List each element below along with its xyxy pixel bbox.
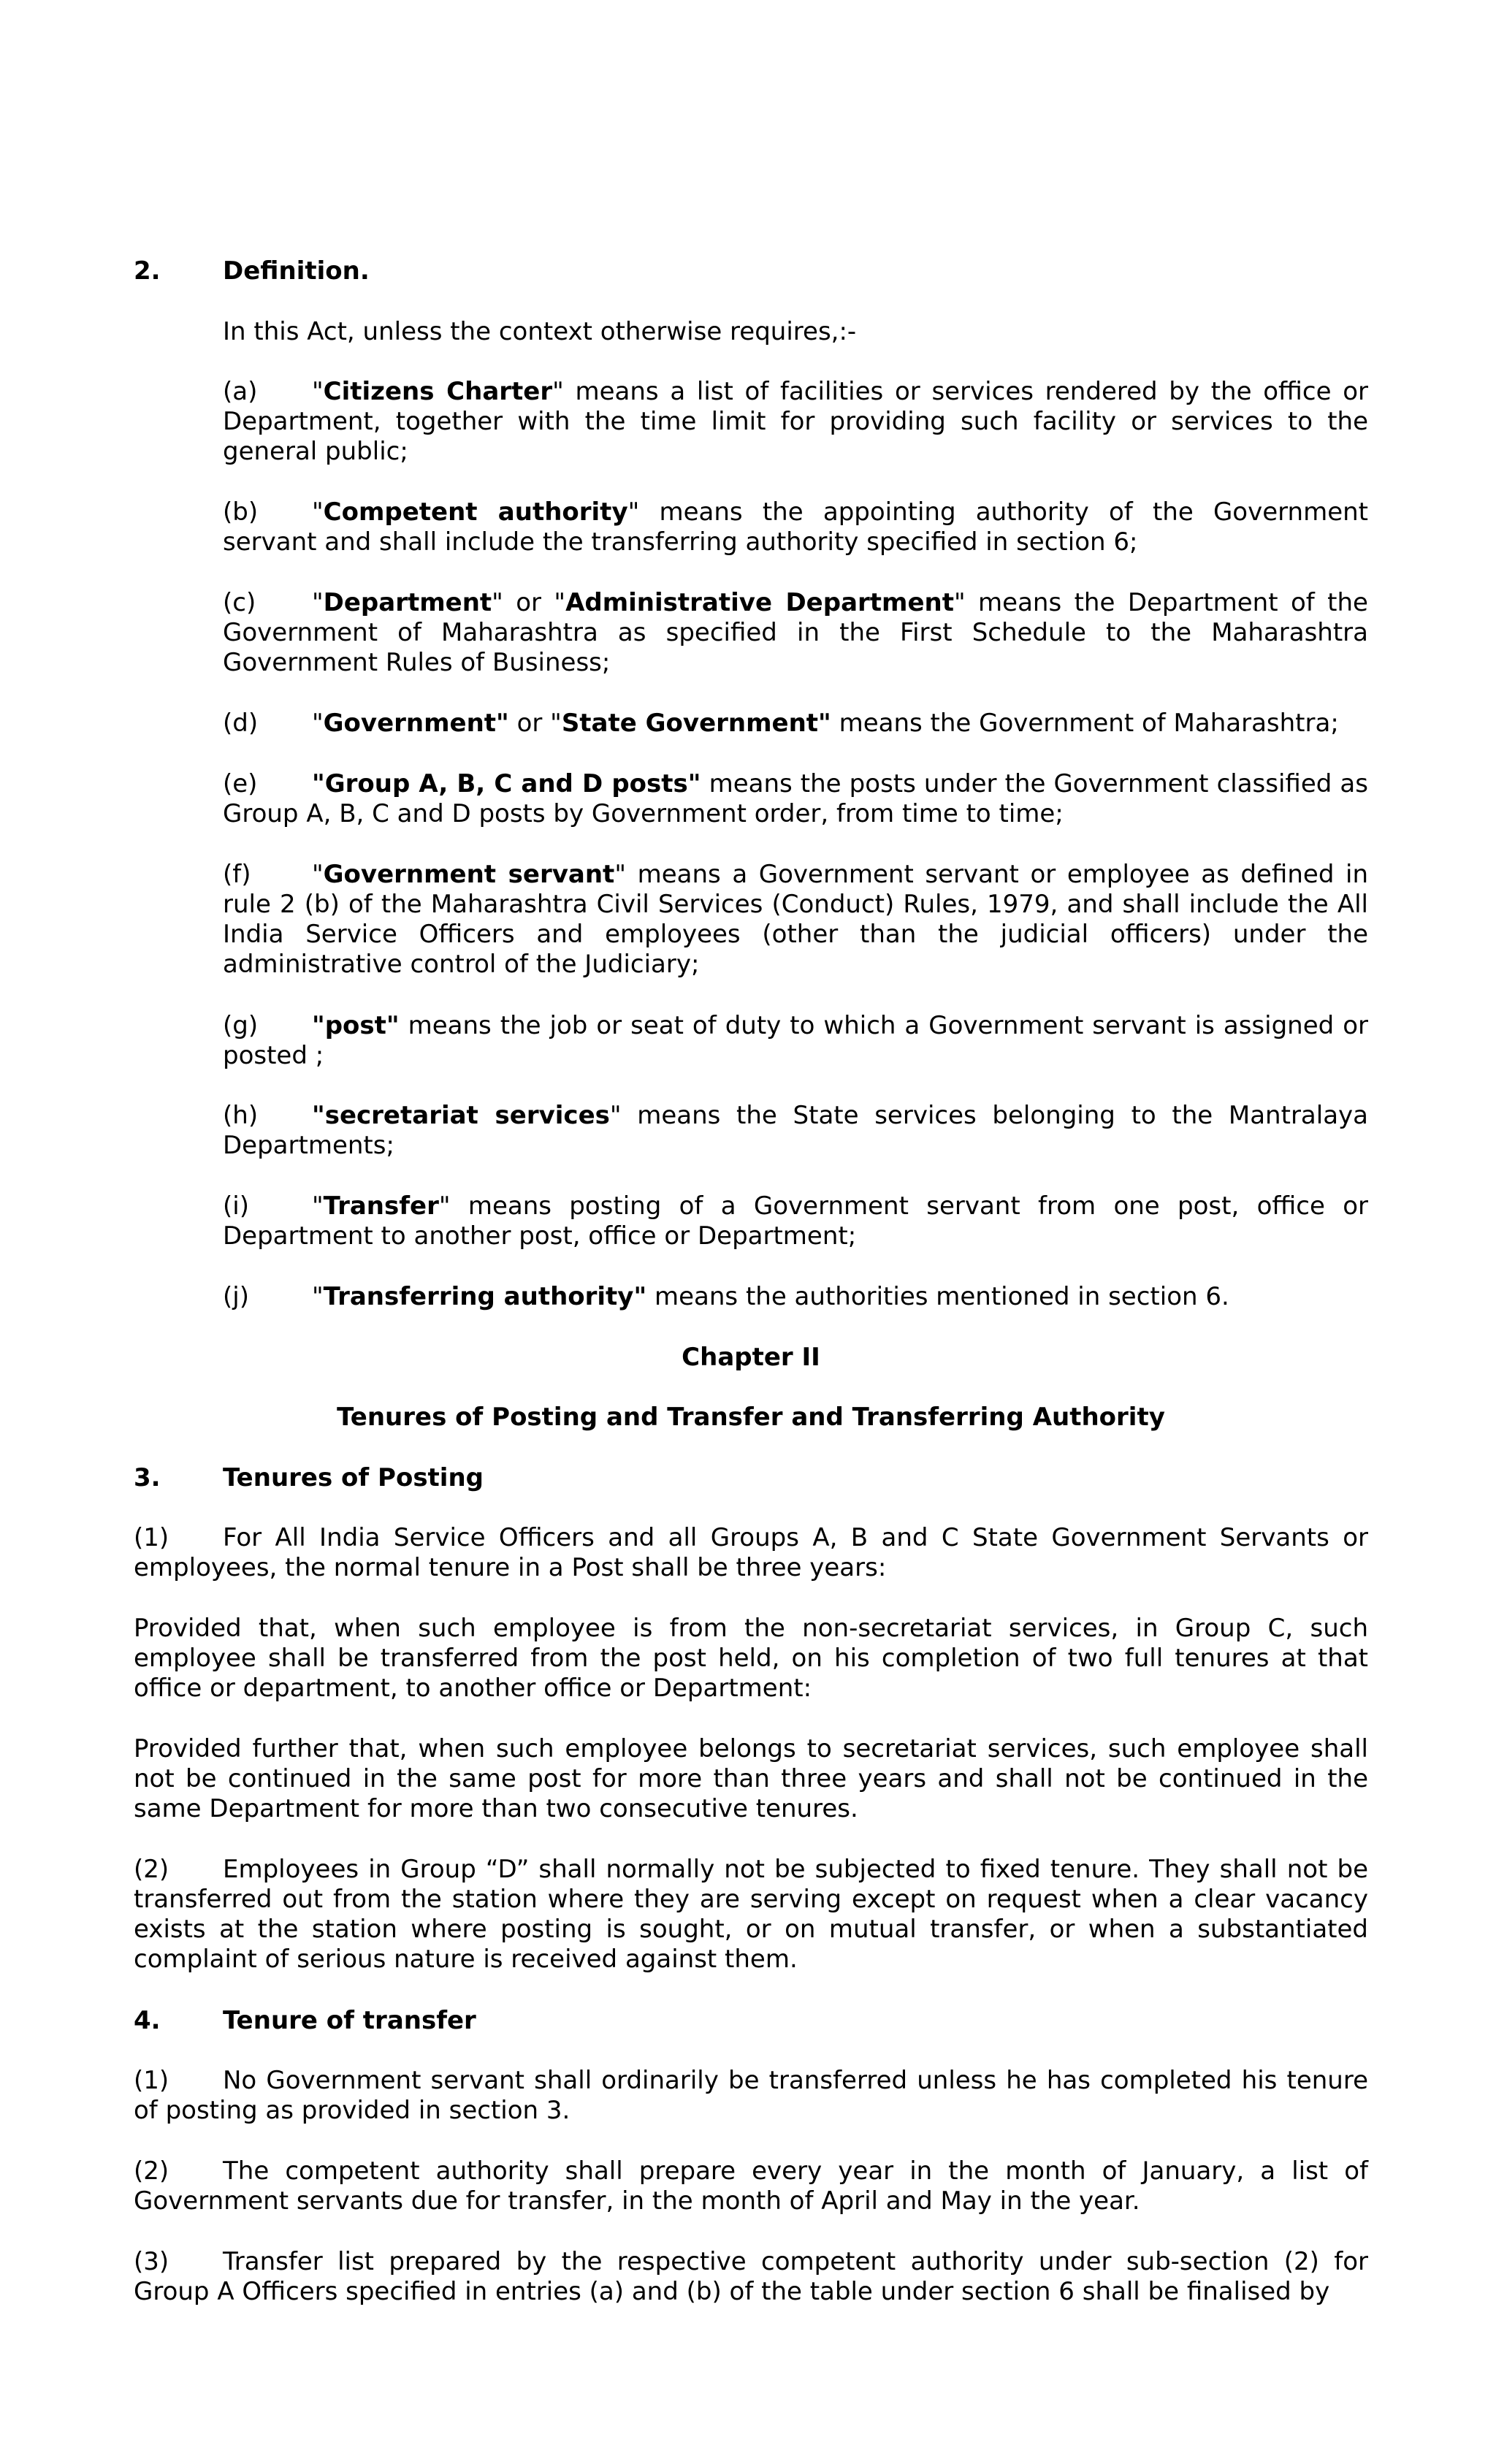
section-title: Tenure of transfer xyxy=(223,2006,476,2035)
section-3-para-2: (2) Employees in Group “D” shall normally not be subjected to fixed tenure. They shall not be transferred out from the station where they are serving except on request when a clear vacancy exists at the station where posting is sought, or on mutual transfer, or when a substantiated complaint of serious nature is received against them. xyxy=(134,1855,1368,1974)
defined-term: Citizens Charter xyxy=(323,377,553,406)
section-2-heading xyxy=(134,256,1368,286)
chapter-heading: Chapter II xyxy=(682,1343,820,1372)
section-3-para-1: (1) For All India Service Officers and all Groups A, B and C State Government Servants or employees, the normal tenure in a Post shall be three years: xyxy=(134,1523,1368,1582)
definition-c: (c) "Department" or "Administrative Department" means the Department of the Government of Maharashtra as specified in the First Schedule to the Maharashtra Government Rules of Business; xyxy=(223,588,1368,677)
defined-term: Department xyxy=(323,588,492,617)
defined-term: State Government" xyxy=(561,709,831,738)
chapter-subheading: Tenures of Posting and Transfer and Transferring Authority xyxy=(337,1403,1165,1432)
section-title: Tenures of Posting xyxy=(223,1463,484,1492)
section-3-heading xyxy=(134,1463,1368,1493)
definition-d: (d) "Government" or "State Government" means the Government of Maharashtra; xyxy=(223,709,1339,738)
defined-term: Transferring authority" xyxy=(323,1282,647,1311)
definition-i: (i) "Transfer" means posting of a Government servant from one post, office or Department to another post, office or Department; xyxy=(223,1191,1368,1251)
defined-term: Administrative Department xyxy=(565,588,954,617)
section-4-para-1: (1) No Government servant shall ordinarily be transferred unless he has completed his tenure of posting as provided in section 3. xyxy=(134,2066,1368,2125)
section-4-para-2: (2) The competent authority shall prepare every year in the month of January, a list of Government servants due for transfer, in the month of April and May in the year. xyxy=(134,2156,1368,2216)
defined-term: "secretariat services xyxy=(312,1101,610,1130)
section-4-para-3: (3) Transfer list prepared by the respective competent authority under sub-section (2) for Group A Officers specified in entries (a) and (b) of the table under section 6 shall be finalised by xyxy=(134,2247,1368,2306)
definition-e: (e) "Group A, B, C and D posts" means the posts under the Government classified as Group A, B, C and D posts by Government order, from time to time; xyxy=(223,769,1368,828)
section-number: 3. xyxy=(134,1463,161,1492)
definition-j: (j) "Transferring authority" means the authorities mentioned in section 6. xyxy=(223,1282,1229,1311)
definition-a: (a) "Citizens Charter" means a list of facilities or services rendered by the office or Department, together with the time limit for providing such facility or services to the general public; xyxy=(223,377,1368,466)
section-number: 2. xyxy=(134,256,161,286)
section-2-intro: In this Act, unless the context otherwise requires,:- xyxy=(223,317,857,346)
defined-term: Government servant xyxy=(323,860,615,889)
section-title: Definition. xyxy=(223,256,370,286)
defined-term: "post" xyxy=(312,1011,400,1040)
definition-f: (f) "Government servant" means a Government servant or employee as defined in rule 2 (b) of the Maharashtra Civil Services (Conduct) Rules, 1979, and shall include the All India Service Officers and employees (other than the judicial officers) under the administrative control of the Judiciary; xyxy=(223,860,1369,979)
defined-term: "Group A, B, C and D posts" xyxy=(312,769,701,798)
section-3-proviso-2: Provided further that, when such employee belongs to secretariat services, such employee shall not be continued in the same post for more than three years and shall not be continued in the same Department for more than two consecutive tenures. xyxy=(134,1734,1368,1823)
definition-h: (h) "secretariat services" means the State services belonging to the Mantralaya Departments; xyxy=(223,1101,1368,1160)
section-4-heading xyxy=(134,2006,1368,2036)
definition-g: (g) "post" means the job or seat of duty to which a Government servant is assigned or posted ; xyxy=(223,1011,1368,1070)
section-3-proviso-1: Provided that, when such employee is from the non-secretariat services, in Group C, such employee shall be transferred from the post held, on his completion of two full tenures at that office or department, to another office or Department: xyxy=(134,1614,1368,1703)
defined-term: Transfer xyxy=(323,1191,439,1221)
section-number: 4. xyxy=(134,2006,161,2035)
defined-term: Government" xyxy=(323,709,509,738)
definition-b: (b) "Competent authority" means the appointing authority of the Government servant and shall include the transferring authority specified in section 6; xyxy=(223,497,1368,557)
defined-term: Competent authority xyxy=(323,497,628,527)
